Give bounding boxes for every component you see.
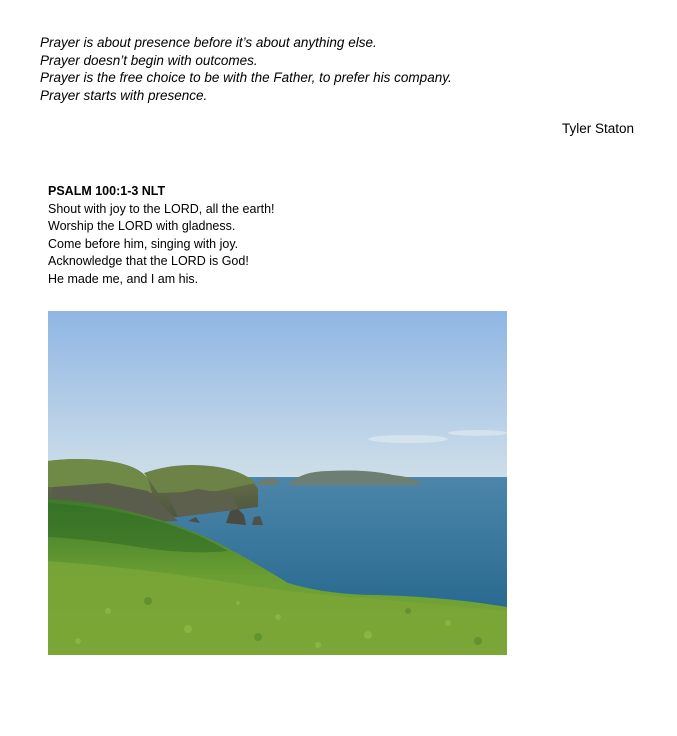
psalm-title: PSALM 100:1-3 NLT (48, 184, 166, 198)
psalm-line: Shout with joy to the LORD, all the earth! (48, 201, 275, 216)
coastal-landscape-photo (48, 311, 507, 655)
quote-line: Prayer is about presence before it’s about anything else. (40, 35, 377, 50)
coastal-landscape-illustration (48, 311, 507, 655)
sky (48, 311, 507, 481)
psalm-line: Worship the LORD with gladness. (48, 219, 236, 233)
prayer-quote (40, 34, 452, 104)
psalm-line: Acknowledge that the LORD is God! (48, 254, 249, 268)
psalm-line: He made me, and I am his. (48, 271, 199, 286)
quote-line: Prayer starts with presence. (40, 87, 208, 103)
quote-line: Prayer is the free choice to be with the Father, to prefer his company. (40, 70, 452, 85)
psalm-line: Come before him, singing with joy. (48, 236, 239, 251)
psalm-passage (48, 183, 275, 288)
quote-line: Prayer doesn’t begin with outcomes. (40, 52, 258, 68)
quote-author: Tyler Staton (561, 121, 634, 136)
